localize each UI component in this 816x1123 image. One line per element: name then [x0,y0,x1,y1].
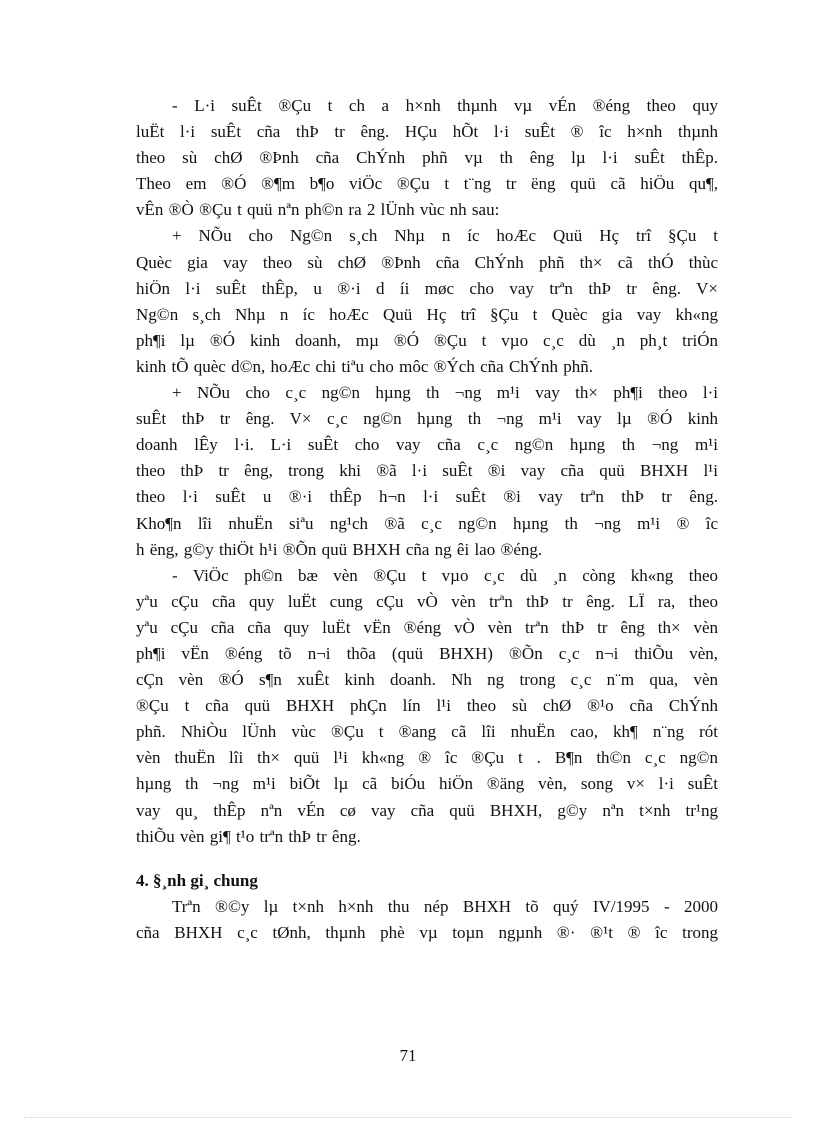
text-line: h ëng, g©y thiÖt h¹i ®Õn quü BHXH cña ng êi lao ®éng. [136,539,543,559]
text-line: Trªn ®©y lµ t×nh h×nh thu nép BHXH tõ quý IV/1995 - 2000 [172,896,718,916]
text-line: thiÕu vèn gi¶ t¹o trªn thÞ tr êng. [136,826,361,846]
text-line: hµng th ¬ng m¹i biÕt lµ cã biÓu hiÖn ®äng vèn, song v× l·i suÊt [136,774,718,794]
text-line: ph¶i lµ ®Ó kinh doanh, mµ ®Ó ®Çu t vµo c¸c dù ¸n ph¸t triÓn [136,330,718,350]
paragraph [136,380,718,563]
paragraph [136,563,718,850]
text-line: vÊn ®Ò ®Çu t quü nªn ph©n ra 2 lÜnh vùc nh sau: [136,200,500,220]
text-line: - ViÖc ph©n bæ vèn ®Çu t vµo c¸c dù ¸n còng kh«ng theo [172,565,718,585]
paragraph [136,223,718,380]
text-line: - L·i suÊt ®Çu t ch a h×nh thµnh vµ vÉn ®éng theo quy [172,96,718,115]
text-line: Ng©n s¸ch Nhµ n íc hoÆc Quü Hç trî §Çu t Quèc gia vay kh«ng [136,304,718,324]
text-line: Quèc gia vay theo sù chØ ®Þnh cña ChÝnh phñ th× cã thÓ thùc [136,252,718,272]
text-line: vay qu¸ thÊp nªn vÉn cø vay cña quü BHXH, g©y nªn t×nh tr¹ng [136,800,718,820]
text-line: theo thÞ tr êng, trong khi ®ã l·i suÊt ®i vay cña quü BHXH l¹i [136,461,718,481]
page-number: 71 [399,1046,417,1065]
section-heading: 4. §¸nh gi¸ chung [136,870,258,890]
text-line: ph¶i vËn ®éng tõ n¬i thõa (quü BHXH) ®Õn c¸c n¬i thiÕu vèn, [136,643,718,663]
text-line: kinh tÕ quèc d©n, hoÆc chi tiªu cho môc ®Ých cña ChÝnh phñ. [136,356,594,376]
text-line: Kho¶n lîi nhuËn siªu ng¹ch ®ã c¸c ng©n hµng th ¬ng m¹i ® îc [136,513,718,533]
text-line: + NÕu cho c¸c ng©n hµng th ¬ng m¹i vay th× ph¶i theo l·i [172,383,718,403]
body-text [136,93,718,946]
text-line: theo sù chØ ®Þnh cña ChÝnh phñ vµ th êng lµ l·i suÊt thÊp. [136,148,718,168]
text-line: cÇn vèn ®Ó s¶n xuÊt kinh doanh. Nh ng trong c¸c n¨m qua, vèn [136,670,718,690]
text-line: + NÕu cho Ng©n s¸ch Nhµ n íc hoÆc Quü Hç trî §Çu t [172,226,718,246]
text-line: Theo em ®Ó ®¶m b¶o viÖc ®Çu t t¨ng tr ëng quü cã hiÖu qu¶, [136,174,718,194]
text-line: cña BHXH c¸c tØnh, thµnh phè vµ toµn ngµnh ®· ®¹t ® îc trong [136,922,718,942]
text-line: yªu cÇu cña cña quy luËt vËn ®éng vÒ vèn trªn thÞ tr êng th× vèn [136,617,718,637]
text-line: yªu cÇu cña quy luËt cung cÇu vÒ vèn trªn thÞ tr êng. LÏ ra, theo [136,591,718,611]
text-line: theo l·i suÊt u ®·i thÊp h¬n l·i suÊt ®i vay trªn thÞ tr êng. [136,487,718,507]
text-line: phñ. NhiÒu lÜnh vùc ®Çu t ®ang cã lîi nhuËn cao, kh¶ n¨ng rót [136,722,718,742]
footer-divider [24,1117,792,1118]
text-line: luËt l·i suÊt cña thÞ tr êng. HÇu hÕt l·i suÊt ® îc h×nh thµnh [136,122,718,142]
text-line: vèn thuËn lîi th× quü l¹i kh«ng ® îc ®Çu t . B¶n th©n c¸c ng©n [136,748,718,768]
text-line: suÊt thÞ tr êng. V× c¸c ng©n hµng th ¬ng m¹i vay lµ ®Ó kinh [136,409,718,429]
text-line: ®Çu t cña quü BHXH phÇn lín l¹i theo sù chØ ®¹o cña ChÝnh [136,696,718,716]
text-line: doanh lÊy l·i. L·i suÊt cho vay cña c¸c ng©n hµng th ¬ng m¹i [136,435,718,455]
paragraph [136,894,718,946]
text-line: hiÖn l·i suÊt thÊp, u ®·i d íi møc cho vay trªn thÞ tr êng. V× [136,278,718,298]
paragraph [136,93,718,223]
